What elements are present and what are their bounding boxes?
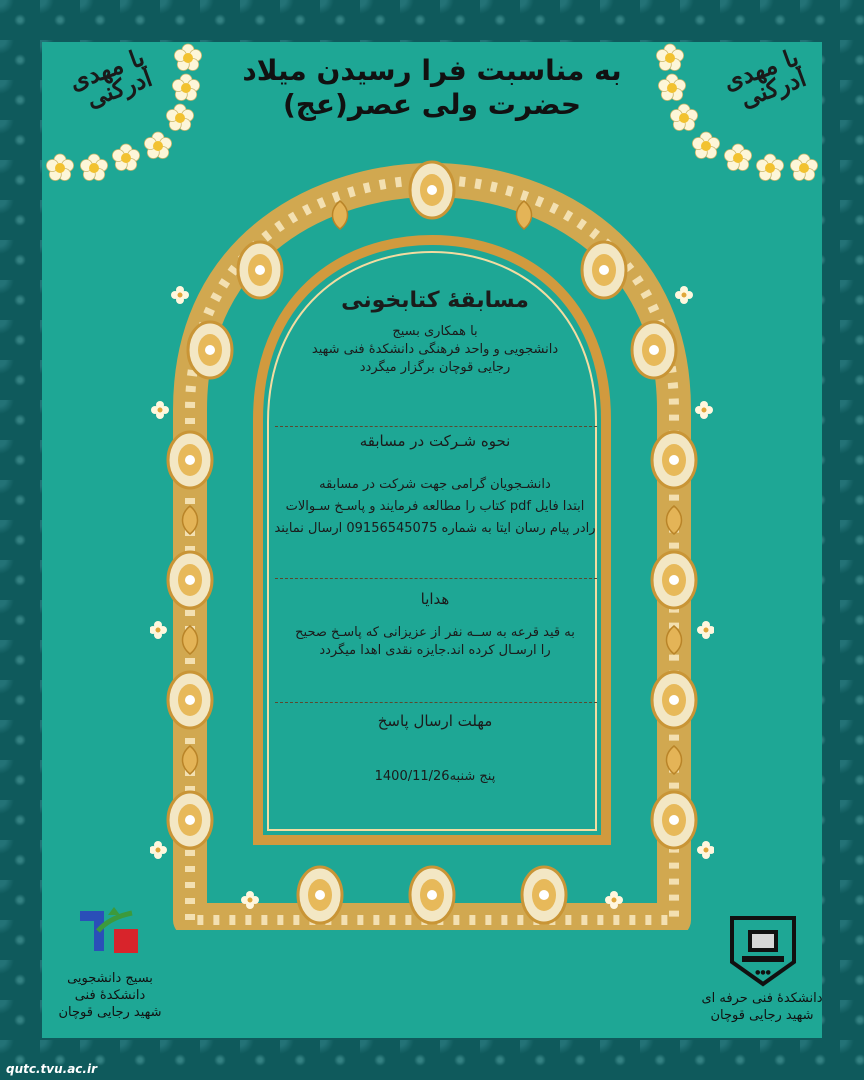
participation-line: رادر پیام رسان ایتا به شماره 09156545075 ارسال نمایند [274,521,596,536]
gifts-line: را ارسـال کرده اند.جایزه نقدی اهدا میگردد [319,643,551,658]
deadline-block [265,712,605,786]
participation-line: دانشـجویان گرامی جهت شرکت در مسابقه [319,477,551,492]
title-line-2: حضرت ولی عصر(عج) [282,88,582,121]
calligraphy-right: یا مهدی ادرکنی [719,42,810,114]
college-text-line: دانشکدهٔ فنی حرفه ای [701,991,823,1006]
gifts-line: به قید قرعه به ســه نفر از عزیزانی که پاسـخ صحیح [295,625,575,640]
basij-logo-icon [74,905,148,959]
arabesque-frame [150,160,714,930]
gifts-block [265,590,605,660]
intro-line: رجایی قوچان برگزار میگردد [359,360,511,375]
gifts-text [265,624,605,660]
participation-line: ابتدا فایل pdf کتاب را مطالعه فرمایند و پاسـخ سـوالات [285,499,585,514]
gifts-heading: هدایا [420,590,450,608]
contest-intro [265,323,605,377]
svg-text:●●●: ●●● [755,969,771,976]
basij-text-line: دانشکدهٔ فنی [74,988,146,1003]
participation-heading: نحوه شـرکت در مسابقه [359,432,511,450]
intro-line: با همکاری بسیج [392,324,478,339]
divider [275,426,597,427]
basij-logo-text [40,970,180,1021]
participation-block [265,432,605,540]
deadline-date: پنج شنبه1400/11/26 [374,769,496,784]
participation-text [265,474,605,540]
basij-text-line: بسیج دانشجویی [67,971,153,986]
college-seal-icon [722,912,804,988]
divider [275,578,597,579]
contest-block [265,288,605,377]
basij-text-line: شهید رجایی قوچان [58,1005,162,1020]
intro-line: دانشجویی و واحد فرهنگی دانشکدهٔ فنی شهید [311,342,559,357]
calligraphy-left: یا مهدی ادرکنی [65,42,156,114]
contest-heading: مسابقهٔ کتابخونی [341,288,529,313]
college-logo-text [682,990,842,1024]
divider [275,702,597,703]
site-watermark: qutc.tvu.ac.ir [6,1062,98,1076]
college-text-line: شهید رجایی قوچان [710,1008,814,1023]
deadline-heading: مهلت ارسال پاسخ [377,712,493,730]
title-line-1: به مناسبت فرا رسیدن میلاد [242,54,622,87]
